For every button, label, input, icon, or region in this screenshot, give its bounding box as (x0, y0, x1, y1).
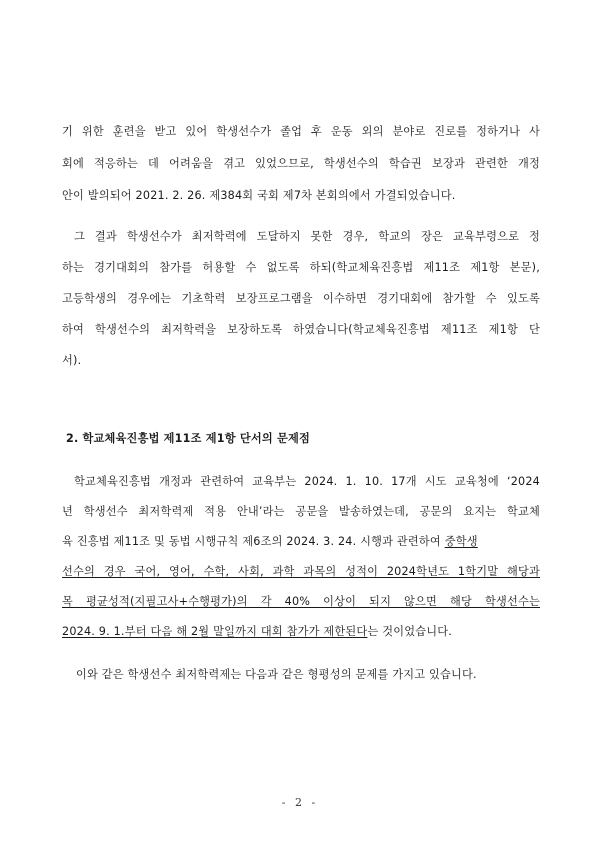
p3-line-6-underlined: 2024. 9. 1.부터 다음 해 2월 말일까지 대회 참가가 제한된다 (62, 625, 368, 638)
p3-line-1: 학교체육진흥법 개정과 관련하여 교육부는 2024. 1. 10. 17개 시도 교육청에 ‘2024 (74, 475, 540, 488)
p1-line-3: 안이 발의되어 2021. 2. 26. 제384회 국회 제7차 본회의에서 가결되었습니다. (62, 189, 456, 202)
p3-line-3 (62, 534, 540, 550)
p3-line-3-underlined: 중학생 (444, 535, 478, 548)
p3-line-2: 년 학생선수 최저학력제 적용 안내’라는 공문을 발송하였는데, 공문의 요지는 학교체 (62, 505, 540, 518)
section-heading: 2. 학교체육진흥법 제11조 제1항 단서의 문제점 (66, 432, 310, 445)
p3-line-6 (62, 624, 540, 640)
p3-line-6-text: 는 것이었습니다. (367, 625, 453, 638)
p3-line-4: 선수의 경우 국어, 영어, 수학, 사회, 과학 과목의 성적이 2024학년도 1학기말 해당과 (62, 565, 540, 578)
p1-line-2: 회에 적응하는 데 어려움을 겪고 있었으므로, 학생선수의 학습권 보장과 관련한 개정 (62, 157, 540, 170)
p3-line-3-text: 육 진흥법 제11조 및 동법 시행규칙 제6조의 2024. 3. 24. 시행과 관련하여 (62, 535, 445, 548)
p1-line-1: 기 위한 훈련을 받고 있어 학생선수가 졸업 후 운동 외의 분야로 진로를 정하거나 사 (62, 125, 540, 138)
p2-line-2: 하는 경기대회의 참가를 허용할 수 없도록 하되(학교체육진흥법 제11조 제1항 본문), (62, 261, 540, 274)
p2-line-3: 고등학생의 경우에는 기초학력 보장프로그램을 이수하면 경기대회에 참가할 수 있도록 (62, 292, 540, 305)
page-number: - 2 - (281, 796, 319, 809)
p2-line-1: 그 결과 학생선수가 최저학력에 도달하지 못한 경우, 학교의 장은 교육부령으로 정 (74, 230, 540, 243)
p2-line-5: 서). (62, 354, 82, 367)
p3-line-5: 목 평균성적(지필고사+수행평가)의 각 40% 이상이 되지 않으면 해당 학생선수는 (62, 595, 540, 608)
p2-line-4: 하여 학생선수의 최저학력을 보장하도록 하였습니다(학교체육진흥법 제11조 제1항 단 (62, 323, 540, 336)
p4-line-1: 이와 같은 학생선수 최저학력제는 다음과 같은 형평성의 문제를 가지고 있습니다. (76, 668, 477, 681)
